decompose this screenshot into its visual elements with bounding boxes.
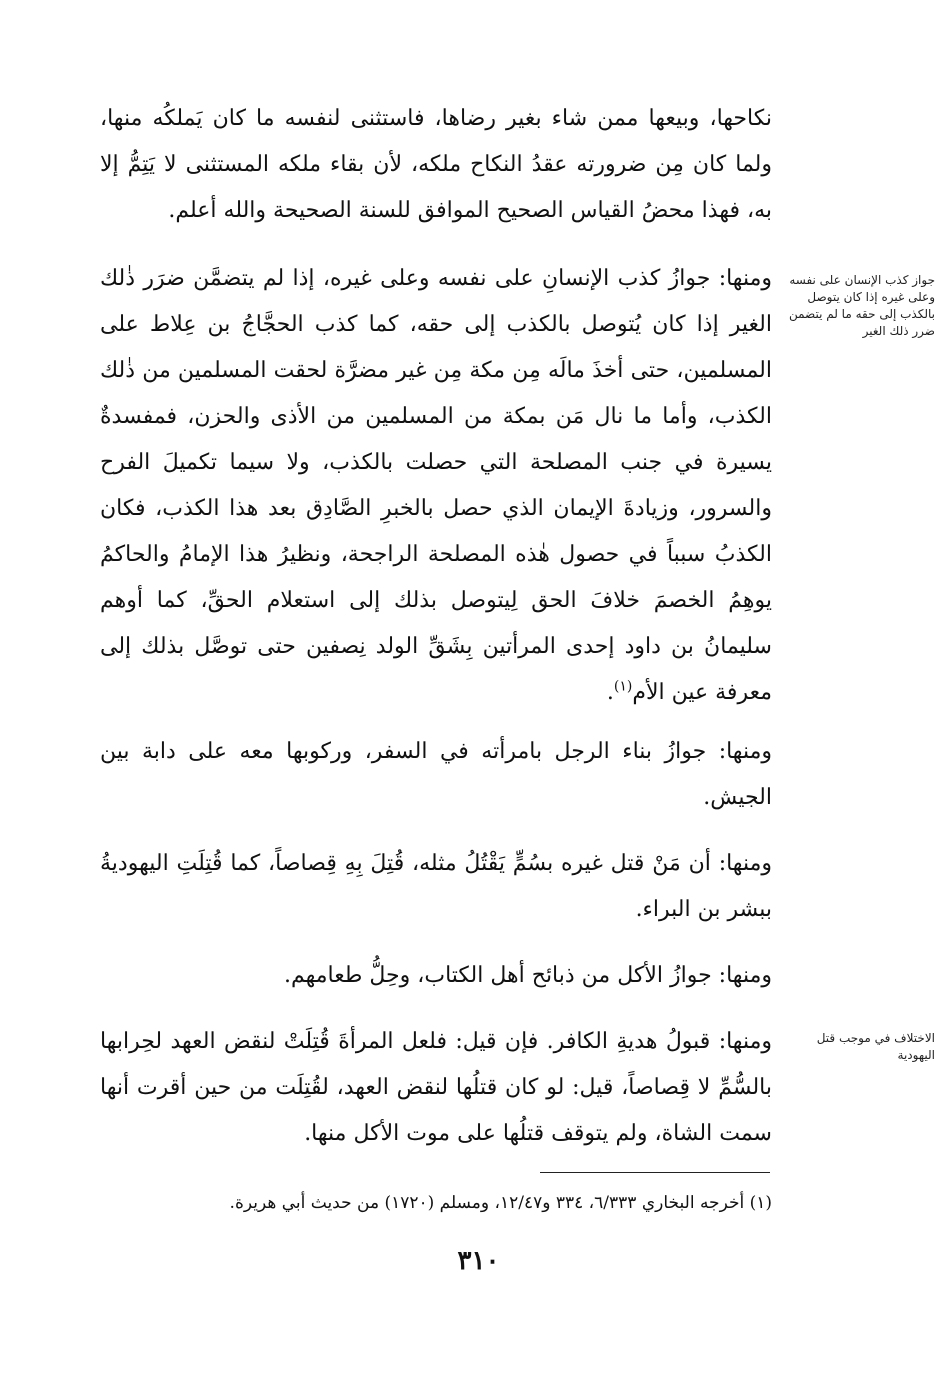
margin-note-lying: جواز كذب الإنسان على نفسه وعلى غيره إذا كان يتوصل بالكذب إلى حقه ما لم يتضمن ضرر ذلك الغير bbox=[788, 273, 935, 338]
paragraph-people-of-book-food: ومنها: جوازُ الأكل من ذبائح أهل الكتاب، وحِلُّ طعامهم. bbox=[284, 963, 772, 988]
paragraph-poison-retaliation: ومنها: أن مَنْ قتل غيره بسُمٍّ يَقْتُلُ مثله، قُتِلَ بِهِ قِصاصاً، كما قُتِلَتِ اليهوديةُ ببشر بن البراء. bbox=[100, 851, 772, 922]
page-number: ٣١٠ bbox=[457, 1246, 500, 1276]
paragraph-intro: نكاحها، وبيعها ممن شاء بغير رضاها، فاستثنى لنفسه ما كان يَملكُه منها، ولما كان مِن ضرورته عقدُ النكاح ملكه، لأن بقاء ملكه المستثنى لا يَتِمُّ إلا به، فهذا محضُ القياس الصحيح الموافق للسنة الصحيحة والله أعلم. bbox=[100, 106, 772, 223]
paragraph-gift-of-disbeliever: ومنها: قبولُ هديةِ الكافر. فإن قيل: فلعل المرأةَ قُتِلَتْ لنقض العهد لحِرابها بالسُّمِّ لا قِصاصاً، قيل: لو كان قتلُها لنقض العهد، لقُتِلَت من حين أقرت أنها سمت الشاة، ولم يتوقف قتلُها على موت الأكل منها. bbox=[100, 1029, 772, 1146]
paragraph-lying bbox=[100, 256, 802, 716]
margin-note-poison: الاختلاف في موجب قتل اليهودية bbox=[816, 1031, 935, 1062]
footnote-text: (١) أخرجه البخاري ٦/٣٣٣، ٣٣٤ و١٢/٤٧، ومسلم (١٧٢٠) من حديث أبي هريرة. bbox=[229, 1193, 772, 1213]
footnote-reference[interactable]: (١) bbox=[613, 678, 633, 695]
footnote-divider bbox=[540, 1172, 770, 1173]
paragraph-wife-travel: ومنها: جوازُ بناء الرجل بامرأته في السفر، وركوبها معه على دابة بين الجيش. bbox=[100, 739, 772, 810]
paragraph-lying-text: ومنها: جوازُ كذب الإنسانِ على نفسه وعلى غيره، إذا لم يتضمَّن ضرَر ذٰلك الغير إذا كان يُتوصل بالكذب إلى حقه، كما كذب الحجَّاجُ بن عِلاط على المسلمين، حتى أخذَ مالَه مِن مكة مِن غير مضرَّة لحقت المسلمين من ذٰلك الكذب، وأما ما نال مَن بمكة من المسلمين من الأذى والحزن، فمفسدةٌ يسيرة في جنب المصلحة التي حصلت بالكذب، ولا سيما تكميلَ الفرح والسرور، وزيادةَ الإيمان الذي حصل بالخبرِ الصَّادِق بعد هذا الكذب، فكان الكذبُ سبباً في حصول هٰذه المصلحة الراجحة، ونظيرُ هذا الإمامُ والحاكمُ يوهِمُ الخصمَ خلافَ الحق لِيتوصل بذلك إلى استعلام الحقِّ، كما أوهم سليمانُ بن داود إحدى المرأتين بِشَقِّ الولد نِصفين حتى توصَّل بذلك إلى معرفة عين الأم bbox=[100, 266, 772, 705]
paragraph-lying-end: . bbox=[606, 680, 614, 705]
